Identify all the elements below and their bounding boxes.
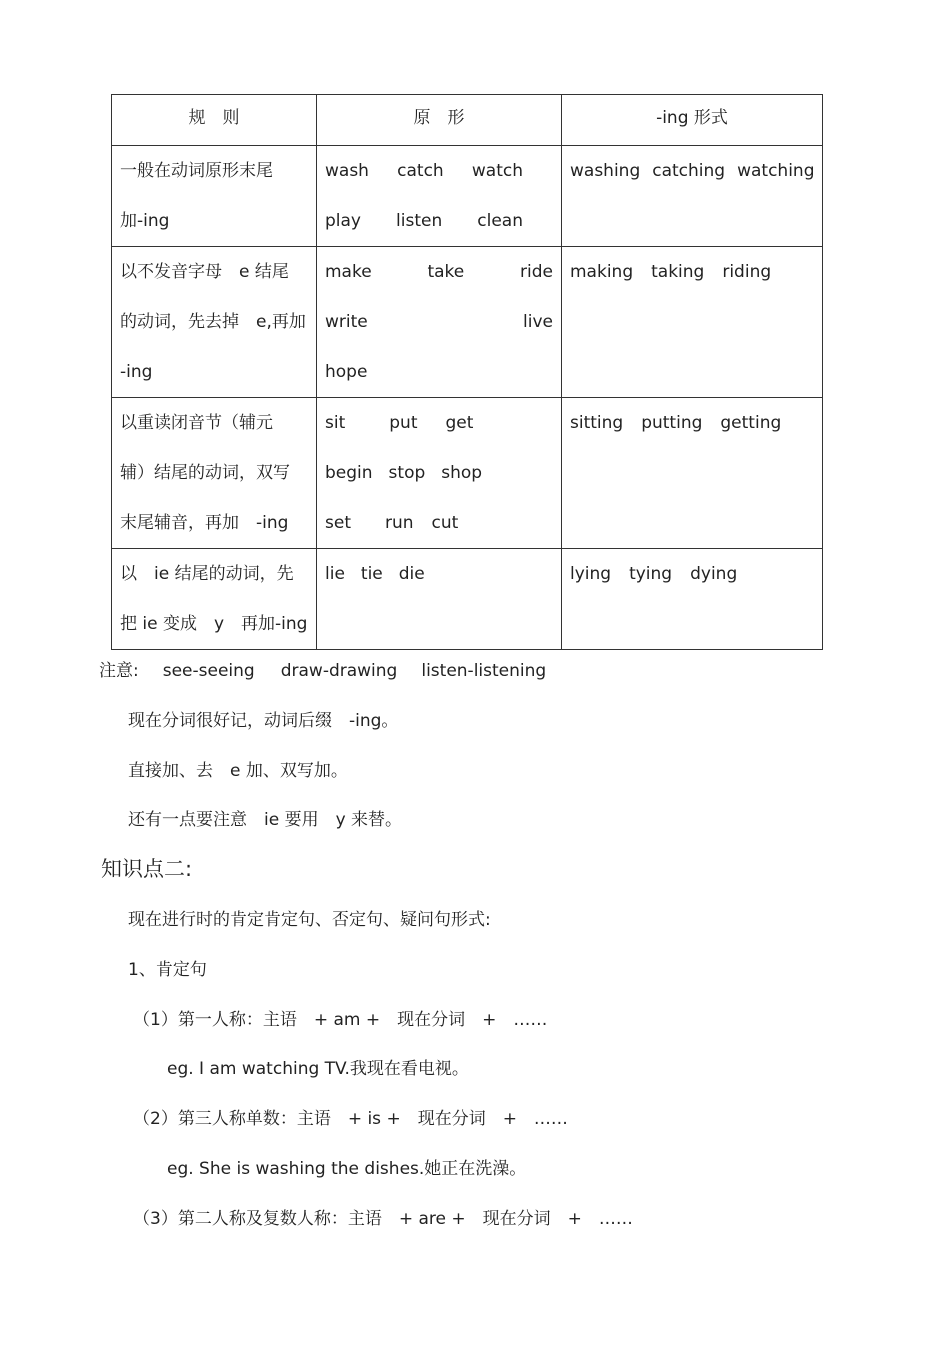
word-line [325, 297, 553, 347]
rule-cell [112, 549, 317, 650]
table-row [112, 549, 823, 650]
ing-cell [562, 549, 823, 650]
word: begin [325, 463, 373, 483]
rule-text: -ing [120, 362, 153, 382]
table-header-row [112, 95, 823, 146]
note-label: 注意: [99, 661, 139, 681]
word: watching [737, 161, 815, 181]
word: hope [325, 362, 368, 382]
header-ing-form: -ing 形式 [562, 95, 823, 146]
word: sitting [570, 413, 624, 433]
word: make [325, 262, 372, 282]
word-line [570, 549, 814, 599]
word-line [325, 347, 553, 397]
word: washing [570, 161, 641, 181]
word: ride [520, 262, 553, 282]
rhyme-line: 现在分词很好记，动词后缀 -ing。 [128, 711, 399, 731]
pattern-third-person: （2）第三人称单数：主语 + is + 现在分词 + …… [133, 1109, 568, 1129]
example-sentence: eg. She is washing the dishes.她正在洗澡。 [167, 1159, 527, 1179]
word: run [384, 513, 414, 533]
rule-cell [112, 146, 317, 247]
word: riding [722, 262, 772, 282]
word-line [325, 146, 553, 196]
example-sentence: eg. I am watching TV.我现在看电视。 [167, 1059, 469, 1079]
word-line [325, 398, 553, 448]
word: putting [641, 413, 703, 433]
base-cell [317, 549, 562, 650]
word: get [445, 413, 474, 433]
word: wash [325, 161, 369, 181]
rhyme-line: 直接加、去 e 加、双写加。 [128, 761, 348, 781]
word-line [570, 146, 814, 196]
word: tying [629, 564, 673, 584]
word: lying [570, 564, 612, 584]
word: play [325, 211, 361, 231]
rule-text: 把 ie 变成 y 再加-ing [120, 614, 308, 634]
word: stop [388, 463, 426, 483]
list-item: 1、肯定句 [128, 960, 207, 980]
table-row [112, 247, 823, 398]
base-cell [317, 247, 562, 398]
rhyme-line: 还有一点要注意 ie 要用 y 来替。 [128, 810, 403, 830]
header-base-form: 原 形 [317, 95, 562, 146]
ing-cell [562, 146, 823, 247]
word: take [427, 262, 465, 282]
word-line [570, 247, 814, 297]
word-line [325, 498, 553, 548]
header-rule: 规 则 [112, 95, 317, 146]
word: clean [477, 211, 523, 231]
word: write [325, 312, 368, 332]
word: live [523, 312, 553, 332]
word-line [325, 247, 553, 297]
section-intro: 现在进行时的肯定肯定句、否定句、疑问句形式: [128, 910, 491, 930]
rule-text: 加-ing [120, 211, 170, 231]
pattern-first-person: （1）第一人称：主语 + am + 现在分词 + …… [133, 1010, 548, 1030]
rule-text: 末尾辅音，再加 -ing [120, 513, 289, 533]
base-cell [317, 146, 562, 247]
note-example: see-seeing [162, 661, 255, 681]
rule-text: 以不发音字母 e 结尾 [120, 262, 289, 282]
word: shop [441, 463, 483, 483]
note-example: draw-drawing [280, 661, 398, 681]
table-row [112, 398, 823, 549]
word-line [325, 448, 553, 498]
word: catch [397, 161, 444, 181]
section-title: 知识点二: [101, 857, 193, 881]
word: listen [396, 211, 443, 231]
note-example: listen-listening [421, 661, 547, 681]
word: sit [325, 413, 346, 433]
word: put [389, 413, 418, 433]
base-cell [317, 398, 562, 549]
ing-cell [562, 398, 823, 549]
word-line [325, 196, 553, 246]
rule-text: 以重读闭音节（辅元 [120, 413, 273, 433]
word: set [325, 513, 351, 533]
ing-cell [562, 247, 823, 398]
word: lie [325, 564, 345, 584]
word: tie [360, 564, 383, 584]
word: getting [720, 413, 782, 433]
rule-cell [112, 247, 317, 398]
word-line [570, 398, 814, 448]
word: making [570, 262, 634, 282]
ing-rules-table [111, 94, 823, 650]
rule-text: 辅）结尾的动词，双写 [120, 463, 290, 483]
rule-cell [112, 398, 317, 549]
word-line [325, 549, 553, 599]
word: watch [471, 161, 523, 181]
note-line [99, 659, 546, 683]
word: catching [652, 161, 726, 181]
word: taking [651, 262, 705, 282]
rule-text: 的动词，先去掉 e,再加 [120, 312, 306, 332]
word: die [398, 564, 425, 584]
table-row [112, 146, 823, 247]
word: dying [690, 564, 738, 584]
rule-text: 一般在动词原形末尾 [120, 161, 273, 181]
pattern-second-plural: （3）第二人称及复数人称：主语 + are + 现在分词 + …… [133, 1209, 633, 1229]
word: cut [431, 513, 459, 533]
rule-text: 以 ie 结尾的动词，先 [120, 564, 294, 584]
